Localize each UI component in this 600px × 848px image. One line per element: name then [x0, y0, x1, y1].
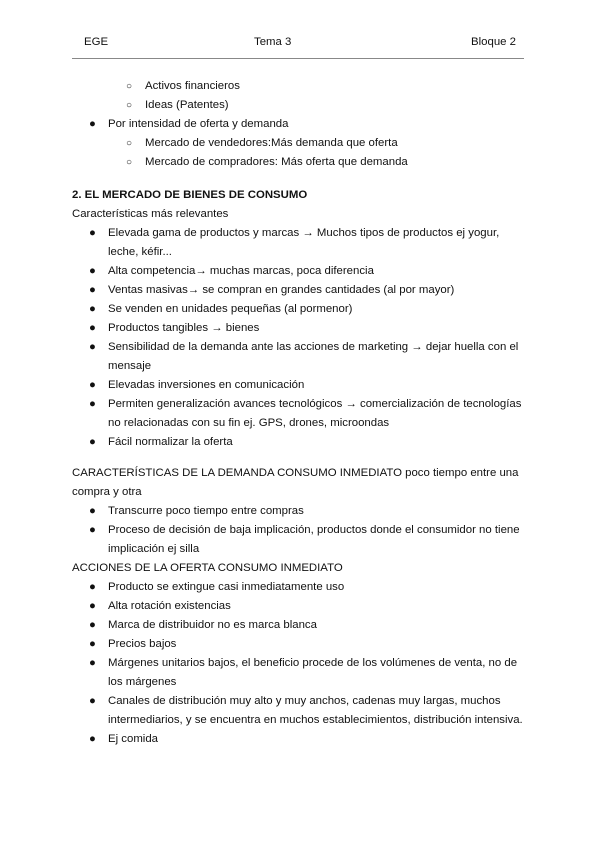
document-body	[72, 77, 532, 749]
disc-bullet-icon: ●	[89, 303, 96, 315]
disc-bullet-icon: ●	[89, 638, 96, 650]
list-item: ● Productos tangibles → bienes	[72, 319, 532, 338]
disc-bullet-icon: ●	[89, 398, 96, 410]
list-item: ● Proceso de decisión de baja implicación, productos donde el consumidor no tiene implicación ej silla	[72, 521, 532, 559]
list-item: ● Sensibilidad de la demanda ante las acciones de marketing → dejar huella con el mensaje	[72, 338, 532, 376]
disc-bullet-icon: ●	[89, 379, 96, 391]
disc-bullet-icon: ●	[89, 227, 96, 239]
list-item: ● Producto se extingue casi inmediatamente uso	[72, 578, 532, 597]
list-item: ● Canales de distribución muy alto y muy anchos, cadenas muy largas, muchos intermediarios, y se encuentra en muchos establecimientos, distribución intensiva.	[72, 692, 532, 730]
list-item: ● Fácil normalizar la oferta	[72, 433, 532, 452]
disc-bullet-icon: ●	[89, 118, 96, 130]
disc-bullet-icon: ●	[89, 657, 96, 669]
section-intro: Características más relevantes	[72, 208, 229, 220]
list-item: ● Alta competencia→ muchas marcas, poca diferencia	[72, 262, 532, 281]
disc-bullet-icon: ●	[89, 695, 96, 707]
circle-bullet-icon: ○	[126, 81, 133, 92]
list-item: ● Marca de distribuidor no es marca blanca	[72, 616, 532, 635]
disc-bullet-icon: ●	[89, 322, 96, 334]
list-item: ● Ventas masivas→ se compran en grandes cantidades (al por mayor)	[72, 281, 532, 300]
list-item: ● Ej comida	[72, 730, 532, 749]
circle-bullet-icon: ○	[126, 138, 133, 149]
circle-bullet-icon: ○	[126, 100, 133, 111]
list-item: ● Elevada gama de productos y marcas → Muchos tipos de productos ej yogur, leche, kéfir...	[72, 224, 532, 262]
disc-bullet-icon: ●	[89, 265, 96, 277]
header-block: Bloque 2	[471, 36, 516, 48]
demanda-title: CARACTERÍSTICAS DE LA DEMANDA CONSUMO INMEDIATO poco tiempo entre una compra y otra	[72, 467, 519, 498]
list-item: ○ Ideas (Patentes)	[72, 96, 532, 115]
disc-bullet-icon: ●	[89, 436, 96, 448]
disc-bullet-icon: ●	[89, 505, 96, 517]
list-item: ○ Activos financieros	[72, 77, 532, 96]
oferta-title: ACCIONES DE LA OFERTA CONSUMO INMEDIATO	[72, 562, 343, 574]
list-item: ● Permiten generalización avances tecnológicos → comercialización de tecnologías no relacionadas con su fin ej. GPS, drones, microondas	[72, 395, 532, 433]
list-item: ● Transcurre poco tiempo entre compras	[72, 502, 532, 521]
disc-bullet-icon: ●	[89, 284, 96, 296]
circle-bullet-icon: ○	[126, 157, 133, 168]
disc-bullet-icon: ●	[89, 600, 96, 612]
section-title: 2. EL MERCADO DE BIENES DE CONSUMO	[72, 189, 308, 201]
list-item: ● Elevadas inversiones en comunicación	[72, 376, 532, 395]
list-item: ○ Mercado de vendedores:Más demanda que oferta	[72, 134, 532, 153]
header-topic: Tema 3	[254, 36, 292, 48]
list-item: ● Por intensidad de oferta y demanda	[72, 115, 532, 134]
list-item: ● Precios bajos	[72, 635, 532, 654]
disc-bullet-icon: ●	[89, 581, 96, 593]
header-subject: EGE	[84, 36, 109, 48]
list-item: ● Se venden en unidades pequeñas (al pormenor)	[72, 300, 532, 319]
disc-bullet-icon: ●	[89, 733, 96, 745]
disc-bullet-icon: ●	[89, 619, 96, 631]
list-item: ● Márgenes unitarios bajos, el beneficio procede de los volúmenes de venta, no de los márgenes	[72, 654, 532, 692]
disc-bullet-icon: ●	[89, 341, 96, 353]
page-header	[72, 36, 524, 59]
disc-bullet-icon: ●	[89, 524, 96, 536]
list-item: ● Alta rotación existencias	[72, 597, 532, 616]
list-item: ○ Mercado de compradores: Más oferta que demanda	[72, 153, 532, 172]
